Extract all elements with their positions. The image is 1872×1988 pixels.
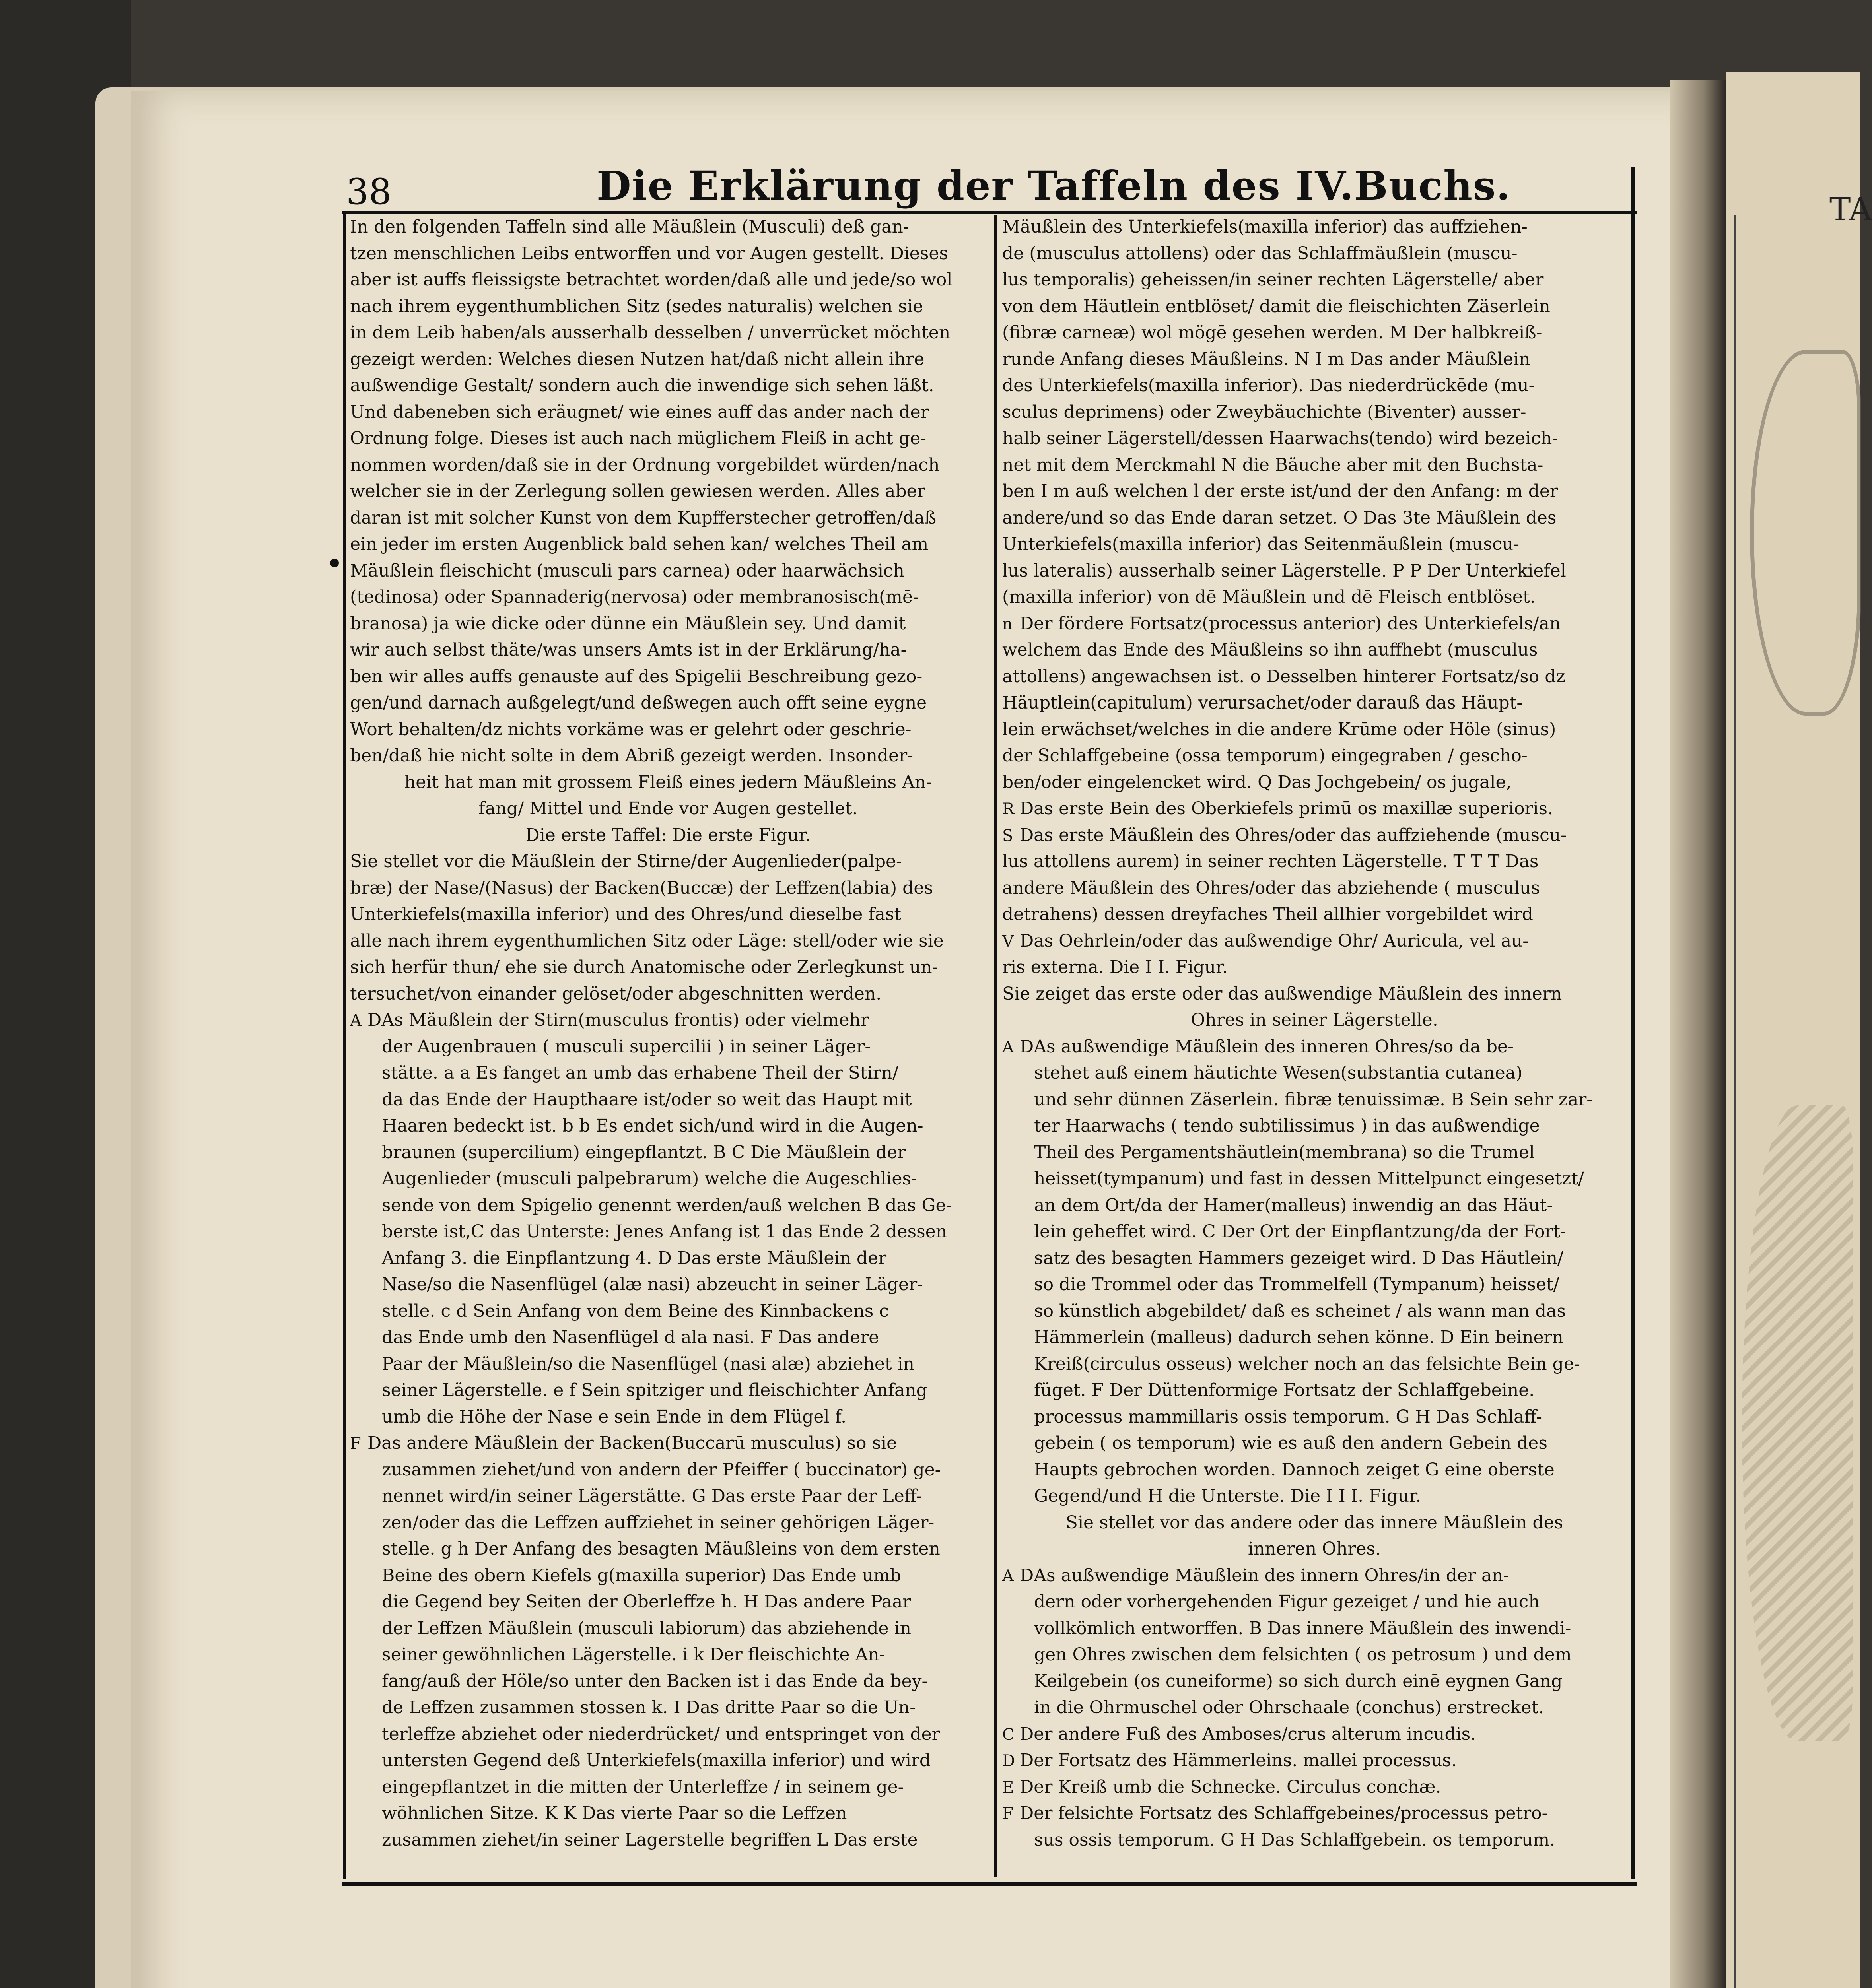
- line-text: Anfang 3. die Einpflantzung 4. D Das erste Mäußlein der: [382, 1248, 887, 1268]
- line-text: außwendige Gestalt/ sondern auch die inwendige sich sehen läßt.: [350, 375, 934, 396]
- line-text: sculus deprimens) oder Zweybäuchichte (Biventer) ausser-: [1002, 402, 1526, 422]
- text-line: [350, 478, 986, 505]
- line-text: Mäußlein des Unterkiefels(maxilla inferior) das auffziehen-: [1002, 217, 1528, 237]
- text-line: [1002, 293, 1627, 320]
- text-line: [1002, 1351, 1627, 1378]
- text-line: [350, 664, 986, 690]
- column-divider: [994, 215, 997, 1877]
- text-line: [1002, 267, 1627, 293]
- line-text: sich herfür thun/ ehe sie durch Anatomische oder Zerlegkunst un-: [350, 957, 938, 977]
- text-line: [1002, 1298, 1627, 1325]
- text-line: [350, 320, 986, 346]
- text-line: [1002, 1245, 1627, 1272]
- text-line: [350, 769, 986, 796]
- line-text: halb seiner Lägerstell/dessen Haarwachs(tendo) wird bezeich-: [1002, 428, 1558, 448]
- line-text: ter Haarwachs ( tendo subtilissimus ) in das außwendige: [1034, 1116, 1540, 1136]
- line-text: Hämmerlein (malleus) dadurch sehen könne. D Ein beinern: [1034, 1327, 1563, 1347]
- line-text: aber ist auffs fleissigste betrachtet worden/daß alle und jede/so wol: [350, 270, 953, 290]
- line-text: ein jeder im ersten Augenblick bald sehen kan/ welches Theil am: [350, 534, 929, 554]
- line-text: tzen menschlichen Leibs entworffen und vor Augen gestellt. Dieses: [350, 243, 949, 264]
- line-text: lein erwächset/welches in die andere Krūme oder Höle (sinus): [1002, 719, 1556, 740]
- margin-letter: F: [1002, 1805, 1013, 1823]
- line-text: Unterkiefels(maxilla inferior) und des Ohres/und dieselbe fast: [350, 904, 902, 924]
- text-line: [1002, 1642, 1627, 1668]
- text-line: [350, 637, 986, 664]
- line-text: In den folgenden Taffeln sind alle Mäußlein (Musculi) deß gan-: [350, 217, 909, 237]
- text-line: [350, 1668, 986, 1695]
- text-line: [350, 1166, 986, 1192]
- margin-letter: S: [1002, 826, 1013, 845]
- text-line: [1002, 1695, 1627, 1721]
- text-line: [1002, 848, 1627, 875]
- line-text: zusammen ziehet/und von andern der Pfeiffer ( buccinator) ge-: [382, 1459, 941, 1480]
- line-text: dern oder vorhergehenden Figur gezeiget / und hie auch: [1034, 1592, 1540, 1612]
- text-line: [1002, 1140, 1627, 1166]
- line-text: wöhnlichen Sitze. K K Das vierte Paar so die Leffzen: [382, 1803, 847, 1823]
- line-text: satz des besagten Hammers gezeiget wird. D Das Häutlein/: [1034, 1248, 1563, 1268]
- text-line: [1002, 1747, 1627, 1774]
- line-text: so künstlich abgebildet/ daß es scheinet / als wann man das: [1034, 1301, 1566, 1321]
- line-text: zusammen ziehet/in seiner Lagerstelle begriffen L Das erste: [382, 1829, 918, 1850]
- margin-letter: A: [350, 1011, 362, 1030]
- line-text: braunen (supercilium) eingepflantzt. B C Die Mäußlein der: [382, 1142, 906, 1163]
- line-text: Das erste Bein des Oberkiefels primū os maxillæ superioris.: [1020, 798, 1553, 819]
- text-line: [1002, 981, 1627, 1008]
- text-line: [350, 241, 986, 267]
- margin-letter: V: [1002, 932, 1014, 951]
- text-line: [1002, 1457, 1627, 1483]
- line-text: DAs Mäußlein der Stirn(musculus frontis) oder vielmehr: [367, 1010, 869, 1030]
- text-line: [350, 346, 986, 373]
- text-line: [350, 928, 986, 955]
- text-line: [1002, 1536, 1627, 1563]
- text-line: [350, 1563, 986, 1589]
- line-text: gebein ( os temporum) wie es auß den andern Gebein des: [1034, 1433, 1547, 1453]
- line-text: Augenlieder (musculi palpebrarum) welche die Augeschlies-: [382, 1169, 917, 1189]
- text-line: [1002, 241, 1627, 267]
- text-line: [1002, 1589, 1627, 1615]
- line-text: Theil des Pergamentshäutlein(membrana) so die Trumel: [1034, 1142, 1535, 1163]
- line-text: (fibræ carneæ) wol mögē gesehen werden. M Der halbkreiß-: [1002, 322, 1542, 343]
- line-text: heit hat man mit grossem Fleiß eines jedern Mäußleins An-: [404, 772, 932, 792]
- text-line: [350, 1140, 986, 1166]
- text-line: [350, 875, 986, 902]
- text-line: [1002, 1563, 1627, 1589]
- text-line: [1002, 558, 1627, 584]
- line-text: eingepflantzet in die mitten der Unterleffze / in seinem ge-: [382, 1776, 904, 1797]
- text-line: [1002, 1272, 1627, 1298]
- text-line: [1002, 1166, 1627, 1192]
- text-line: [1002, 1827, 1627, 1854]
- line-text: fang/auß der Höle/so unter den Backen ist i das Ende da bey-: [382, 1671, 928, 1691]
- line-text: vollkömlich entworffen. B Das innere Mäußlein des inwendi-: [1034, 1618, 1571, 1639]
- line-text: andere/und so das Ende daran setzet. O Das 3te Mäußlein des: [1002, 507, 1557, 528]
- line-text: Sie stellet vor das andere oder das innere Mäußlein des: [1065, 1512, 1563, 1533]
- facing-engraving-lower: [1742, 1105, 1853, 1741]
- line-text: Unterkiefels(maxilla inferior) das Seitenmäußlein (muscu-: [1002, 534, 1519, 554]
- text-line: [350, 505, 986, 532]
- line-text: Und dabeneben sich eräugnet/ wie eines auff das ander nach der: [350, 402, 929, 422]
- text-line: [350, 954, 986, 981]
- text-line: [350, 901, 986, 928]
- text-line: [350, 214, 986, 241]
- line-text: Sie stellet vor die Mäußlein der Stirne/der Augenlieder(palpe-: [350, 851, 902, 872]
- text-line: [350, 1536, 986, 1563]
- left-column: [350, 214, 986, 1853]
- text-line: [350, 743, 986, 769]
- text-line: [350, 1377, 986, 1404]
- text-line: [1002, 928, 1627, 955]
- text-line: [1002, 822, 1627, 849]
- text-line: [350, 1747, 986, 1774]
- line-text: nach ihrem eygenthumblichen Sitz (sedes naturalis) welchen sie: [350, 296, 923, 316]
- line-text: heisset(tympanum) und fast in dessen Mittelpunct eingesetzt/: [1034, 1169, 1584, 1189]
- text-line: [350, 1615, 986, 1642]
- line-text: füget. F Der Düttenformige Fortsatz der Schlaffgebeine.: [1034, 1380, 1535, 1400]
- line-text: die Gegend bey Seiten der Oberleffze h. H Das andere Paar: [382, 1592, 911, 1612]
- text-line: [1002, 1192, 1627, 1219]
- margin-letter: R: [1002, 800, 1015, 818]
- line-text: (tedinosa) oder Spannaderig(nervosa) oder membranosisch(mē-: [350, 587, 919, 607]
- text-line: [1002, 1219, 1627, 1245]
- book-gutter: [1670, 80, 1726, 1988]
- text-line: [350, 1721, 986, 1748]
- line-text: ben/oder eingelencket wird. Q Das Jochgebein/ os jugale,: [1002, 772, 1512, 792]
- line-text: Mäußlein fleischicht (musculi pars carnea) oder haarwächsich: [350, 560, 904, 581]
- text-line: [350, 1642, 986, 1668]
- line-text: lus temporalis) geheissen/in seiner rechten Lägerstelle/ aber: [1002, 270, 1544, 290]
- line-text: lus attollens aurem) in seiner rechten Lägerstelle. T T T Das: [1002, 851, 1539, 872]
- line-text: in die Ohrmuschel oder Ohrschaale (conchus) erstrecket.: [1034, 1697, 1544, 1718]
- line-text: sende von dem Spigelio genennt werden/auß welchen B das Ge-: [382, 1195, 952, 1215]
- line-text: an dem Ort/da der Hamer(malleus) inwendig an das Häut-: [1034, 1195, 1553, 1215]
- text-line: [1002, 1510, 1627, 1536]
- line-text: Der felsichte Fortsatz des Schlaffgebeines/processus petro-: [1020, 1803, 1548, 1823]
- line-text: Kreiß(circulus osseus) welcher noch an das felsichte Bein ge-: [1034, 1353, 1580, 1374]
- line-text: alle nach ihrem eygenthumlichen Sitz oder Läge: stell/oder wie sie: [350, 930, 944, 951]
- text-line: [350, 1245, 986, 1272]
- line-text: ris externa. Die I I. Figur.: [1002, 957, 1228, 977]
- line-text: de Leffzen zusammen stossen k. I Das dritte Paar so die Un-: [382, 1697, 916, 1718]
- text-line: [350, 373, 986, 399]
- text-line: [1002, 743, 1627, 769]
- line-text: Gegend/und H die Unterste. Die I I I. Figur.: [1034, 1486, 1421, 1506]
- text-line: [1002, 690, 1627, 716]
- facing-page: [1726, 72, 1872, 1988]
- margin-letter: n: [1002, 615, 1013, 633]
- line-text: detrahens) dessen dreyfaches Theil allhier vorgebildet wird: [1002, 904, 1533, 924]
- line-text: stehet auß einem häutichte Wesen(substantia cutanea): [1034, 1063, 1523, 1083]
- line-text: DAs außwendige Mäußlein des innern Ohres/in der an-: [1020, 1565, 1509, 1586]
- text-line: [1002, 769, 1627, 796]
- text-line: [1002, 1615, 1627, 1642]
- line-text: Der fördere Fortsatz(processus anterior) des Unterkiefels/an: [1020, 613, 1561, 634]
- line-text: der Leffzen Mäußlein (musculi labiorum) das abziehende in: [382, 1618, 911, 1639]
- line-text: da das Ende der Haupthaare ist/oder so weit das Haupt mit: [382, 1089, 912, 1110]
- text-line: [1002, 425, 1627, 452]
- text-line: [350, 1272, 986, 1298]
- line-text: Haupts gebrochen worden. Dannoch zeiget G eine oberste: [1034, 1459, 1555, 1480]
- text-line: [350, 1324, 986, 1351]
- text-line: [1002, 1800, 1627, 1827]
- line-text: und sehr dünnen Zäserlein. fibræ tenuissimæ. B Sein sehr zar-: [1034, 1089, 1593, 1110]
- text-line: [350, 584, 986, 611]
- line-text: nommen worden/daß sie in der Ordnung vorgebildet würden/nach: [350, 454, 940, 475]
- text-line: [1002, 1060, 1627, 1087]
- text-line: [350, 1007, 986, 1034]
- text-line: [350, 293, 986, 320]
- facing-engraving-upper: [1750, 350, 1861, 716]
- line-text: Die erste Taffel: Die erste Figur.: [525, 825, 811, 845]
- line-text: Beine des obern Kiefels g(maxilla superior) Das Ende umb: [382, 1565, 901, 1586]
- line-text: umb die Höhe der Nase e sein Ende in dem Flügel f.: [382, 1406, 847, 1427]
- line-text: lus lateralis) ausserhalb seiner Lägerstelle. P P Der Unterkiefel: [1002, 560, 1566, 581]
- line-text: Ordnung folge. Dieses ist auch nach müglichem Fleiß in acht ge-: [350, 428, 926, 448]
- margin-letter: A: [1002, 1038, 1014, 1056]
- line-text: welcher sie in der Zerlegung sollen gewiesen werden. Alles aber: [350, 481, 925, 501]
- line-text: in dem Leib haben/als ausserhalb desselben / unverrücket möchten: [350, 322, 951, 343]
- text-line: [1002, 1034, 1627, 1060]
- line-text: gezeigt werden: Welches diesen Nutzen hat/daß nicht allein ihre: [350, 349, 925, 369]
- line-text: Ohres in seiner Lägerstelle.: [1191, 1010, 1438, 1030]
- line-text: das Ende umb den Nasenflügel d ala nasi. F Das andere: [382, 1327, 879, 1347]
- text-line: [350, 425, 986, 452]
- text-line: [350, 981, 986, 1008]
- text-line: [350, 1060, 986, 1087]
- text-line: [1002, 954, 1627, 981]
- text-line: [350, 267, 986, 293]
- line-text: Häuptlein(capitulum) verursachet/oder darauß das Häupt-: [1002, 693, 1523, 713]
- line-text: welchem das Ende des Mäußleins so ihn auffhebt (musculus: [1002, 640, 1538, 660]
- text-line: [350, 1510, 986, 1536]
- text-line: [1002, 611, 1627, 637]
- line-text: terleffze abziehet oder niederdrücket/ und entspringet von der: [382, 1724, 940, 1744]
- text-line: [350, 1404, 986, 1431]
- text-line: [350, 690, 986, 716]
- text-line: [350, 848, 986, 875]
- text-line: [1002, 399, 1627, 426]
- line-text: wir auch selbst thäte/was unsers Amts ist in der Erklärung/ha-: [350, 640, 907, 660]
- page-number: 38: [346, 171, 392, 213]
- text-line: [1002, 505, 1627, 532]
- text-line: [1002, 1007, 1627, 1034]
- line-text: der Schlaffgebeine (ossa temporum) eingegraben / gescho-: [1002, 746, 1528, 766]
- text-line: [350, 1827, 986, 1854]
- right-column: [1002, 214, 1627, 1853]
- text-line: [1002, 1430, 1627, 1457]
- text-line: [1002, 320, 1627, 346]
- line-text: Das Oehrlein/oder das außwendige Ohr/ Auricula, vel au-: [1020, 930, 1529, 951]
- text-line: [350, 611, 986, 637]
- margin-letter: F: [350, 1435, 361, 1453]
- text-line: [350, 1298, 986, 1325]
- line-text: zen/oder das die Leffzen auffziehet in seiner gehörigen Läger-: [382, 1512, 935, 1533]
- line-text: Haaren bedeckt ist. b b Es endet sich/und wird in die Augen-: [382, 1116, 923, 1136]
- line-text: Der Fortsatz des Hämmerleins. mallei processus.: [1020, 1750, 1457, 1771]
- text-line: [1002, 901, 1627, 928]
- line-text: runde Anfang dieses Mäußleins. N I m Das ander Mäußlein: [1002, 349, 1530, 369]
- line-text: seiner Lägerstelle. e f Sein spitziger und fleischichter Anfang: [382, 1380, 927, 1400]
- line-text: branosa) ja wie dicke oder dünne ein Mäußlein sey. Und damit: [350, 613, 906, 634]
- text-line: [350, 796, 986, 822]
- text-line: [350, 1430, 986, 1457]
- text-line: [350, 531, 986, 558]
- text-line: [350, 716, 986, 743]
- line-text: (maxilla inferior) von dē Mäußlein und dē Fleisch entblöset.: [1002, 587, 1536, 607]
- text-line: [1002, 346, 1627, 373]
- text-line: [1002, 1483, 1627, 1510]
- line-text: net mit dem Merckmahl N die Bäuche aber mit den Buchsta-: [1002, 454, 1543, 475]
- text-line: [1002, 664, 1627, 690]
- text-line: [350, 1589, 986, 1615]
- text-line: [350, 1800, 986, 1827]
- text-line: [1002, 1404, 1627, 1431]
- text-line: [1002, 1087, 1627, 1113]
- line-text: sus ossis temporum. G H Das Schlaffgebein. os temporum.: [1034, 1829, 1555, 1850]
- line-text: ben wir alles auffs genauste auf des Spigelii Beschreibung gezo-: [350, 666, 923, 687]
- margin-letter: E: [1002, 1778, 1014, 1797]
- line-text: von dem Häutlein entblöset/ damit die fleischichten Zäserlein: [1002, 296, 1550, 316]
- line-text: so die Trommel oder das Trommelfell (Tympanum) heisset/: [1034, 1274, 1559, 1295]
- line-text: Wort behalten/dz nichts vorkäme was er gelehrt oder geschrie-: [350, 719, 912, 740]
- line-text: nennet wird/in seiner Lägerstätte. G Das erste Paar der Leff-: [382, 1486, 922, 1506]
- text-line: [350, 1034, 986, 1060]
- text-line: [1002, 1668, 1627, 1695]
- line-text: ben/daß hie nicht solte in dem Abriß gezeigt werden. Insonder-: [350, 746, 914, 766]
- ink-dot: [330, 559, 339, 567]
- text-line: [1002, 1113, 1627, 1140]
- margin-letter: D: [1002, 1752, 1015, 1770]
- text-line: [350, 1695, 986, 1721]
- text-line: [1002, 1721, 1627, 1748]
- line-text: bræ) der Nase/(Nasus) der Backen(Buccæ) der Leffzen(labia) des: [350, 878, 933, 898]
- line-text: seiner gewöhnlichen Lägerstelle. i k Der fleischichte An-: [382, 1644, 885, 1665]
- text-line: [350, 399, 986, 426]
- line-text: andere Mäußlein des Ohres/oder das abziehende ( musculus: [1002, 878, 1540, 898]
- text-line: [1002, 1774, 1627, 1801]
- line-text: Nase/so die Nasenflügel (alæ nasi) abzeucht in seiner Läger-: [382, 1274, 923, 1295]
- text-line: [1002, 796, 1627, 822]
- text-line: [1002, 584, 1627, 611]
- text-line: [1002, 531, 1627, 558]
- line-text: Paar der Mäußlein/so die Nasenflügel (nasi alæ) abziehet in: [382, 1353, 914, 1374]
- line-text: des Unterkiefels(maxilla inferior). Das niederdrückēde (mu-: [1002, 375, 1535, 396]
- line-text: stelle. g h Der Anfang des besagten Mäußleins von dem ersten: [382, 1539, 940, 1559]
- text-line: [1002, 1377, 1627, 1404]
- line-text: gen/und darnach außgelegt/und deßwegen auch offt seine eygne: [350, 693, 927, 713]
- line-text: de (musculus attollens) oder das Schlaffmäußlein (muscu-: [1002, 243, 1518, 264]
- text-line: [1002, 637, 1627, 664]
- text-line: [350, 1219, 986, 1245]
- text-line: [350, 1351, 986, 1378]
- line-text: inneren Ohres.: [1248, 1539, 1381, 1559]
- frame-right-rule: [1631, 167, 1635, 1879]
- line-text: Keilgebein (os cuneiforme) so sich durch einē eygnen Gang: [1034, 1671, 1563, 1691]
- line-text: Der andere Fuß des Amboses/crus alterum incudis.: [1020, 1724, 1476, 1744]
- line-text: DAs außwendige Mäußlein des inneren Ohres/so da be-: [1020, 1036, 1514, 1057]
- line-text: ben I m auß welchen l der erste ist/und der den Anfang: m der: [1002, 481, 1558, 501]
- line-text: attollens) angewachsen ist. o Desselben hinterer Fortsatz/so dz: [1002, 666, 1565, 687]
- text-line: [1002, 452, 1627, 479]
- line-text: tersuchet/von einander gelöset/oder abgeschnitten werden.: [350, 983, 882, 1004]
- line-text: stelle. c d Sein Anfang von dem Beine des Kinnbackens c: [382, 1301, 889, 1321]
- text-line: [1002, 1324, 1627, 1351]
- line-text: stätte. a a Es fanget an umb das erhabene Theil der Stirn/: [382, 1063, 898, 1083]
- text-line: [350, 1087, 986, 1113]
- line-text: lein geheffet wird. C Der Ort der Einpflantzung/da der Fort-: [1034, 1221, 1566, 1242]
- margin-letter: C: [1002, 1725, 1015, 1744]
- line-text: Das andere Mäußlein der Backen(Buccarū musculus) so sie: [367, 1433, 897, 1453]
- text-line: [350, 1483, 986, 1510]
- line-text: processus mammillaris ossis temporum. G H Das Schlaff-: [1034, 1406, 1542, 1427]
- line-text: untersten Gegend deß Unterkiefels(maxilla inferior) und wird: [382, 1750, 931, 1771]
- text-line: [350, 1457, 986, 1483]
- line-text: fang/ Mittel und Ende vor Augen gestellet.: [478, 798, 858, 819]
- text-line: [350, 1192, 986, 1219]
- line-text: gen Ohres zwischen dem felsichten ( os petrosum ) und dem: [1034, 1644, 1572, 1665]
- text-line: [1002, 716, 1627, 743]
- text-line: [350, 1774, 986, 1801]
- text-line: [350, 1113, 986, 1140]
- line-text: der Augenbrauen ( musculi supercilii ) in seiner Läger-: [382, 1036, 871, 1057]
- line-text: Der Kreiß umb die Schnecke. Circulus conchæ.: [1020, 1776, 1441, 1797]
- text-line: [1002, 214, 1627, 241]
- facing-page-corner-text: TA: [1829, 191, 1872, 228]
- margin-letter: A: [1002, 1567, 1014, 1585]
- line-text: Das erste Mäußlein des Ohres/oder das auffziehende (muscu-: [1020, 825, 1567, 845]
- text-line: [350, 822, 986, 849]
- frame-left-rule: [343, 211, 346, 1879]
- line-text: berste ist,C das Unterste: Jenes Anfang ist 1 das Ende 2 dessen: [382, 1221, 947, 1242]
- running-title: Die Erklärung der Taffeln des IV.Buchs.: [597, 162, 1511, 209]
- text-line: [1002, 478, 1627, 505]
- text-line: [1002, 875, 1627, 902]
- text-line: [1002, 373, 1627, 399]
- line-text: Sie zeiget das erste oder das außwendige Mäußlein des innern: [1002, 983, 1562, 1004]
- line-text: daran ist mit solcher Kunst von dem Kupfferstecher getroffen/daß: [350, 507, 937, 528]
- text-line: [350, 558, 986, 584]
- text-line: [350, 452, 986, 479]
